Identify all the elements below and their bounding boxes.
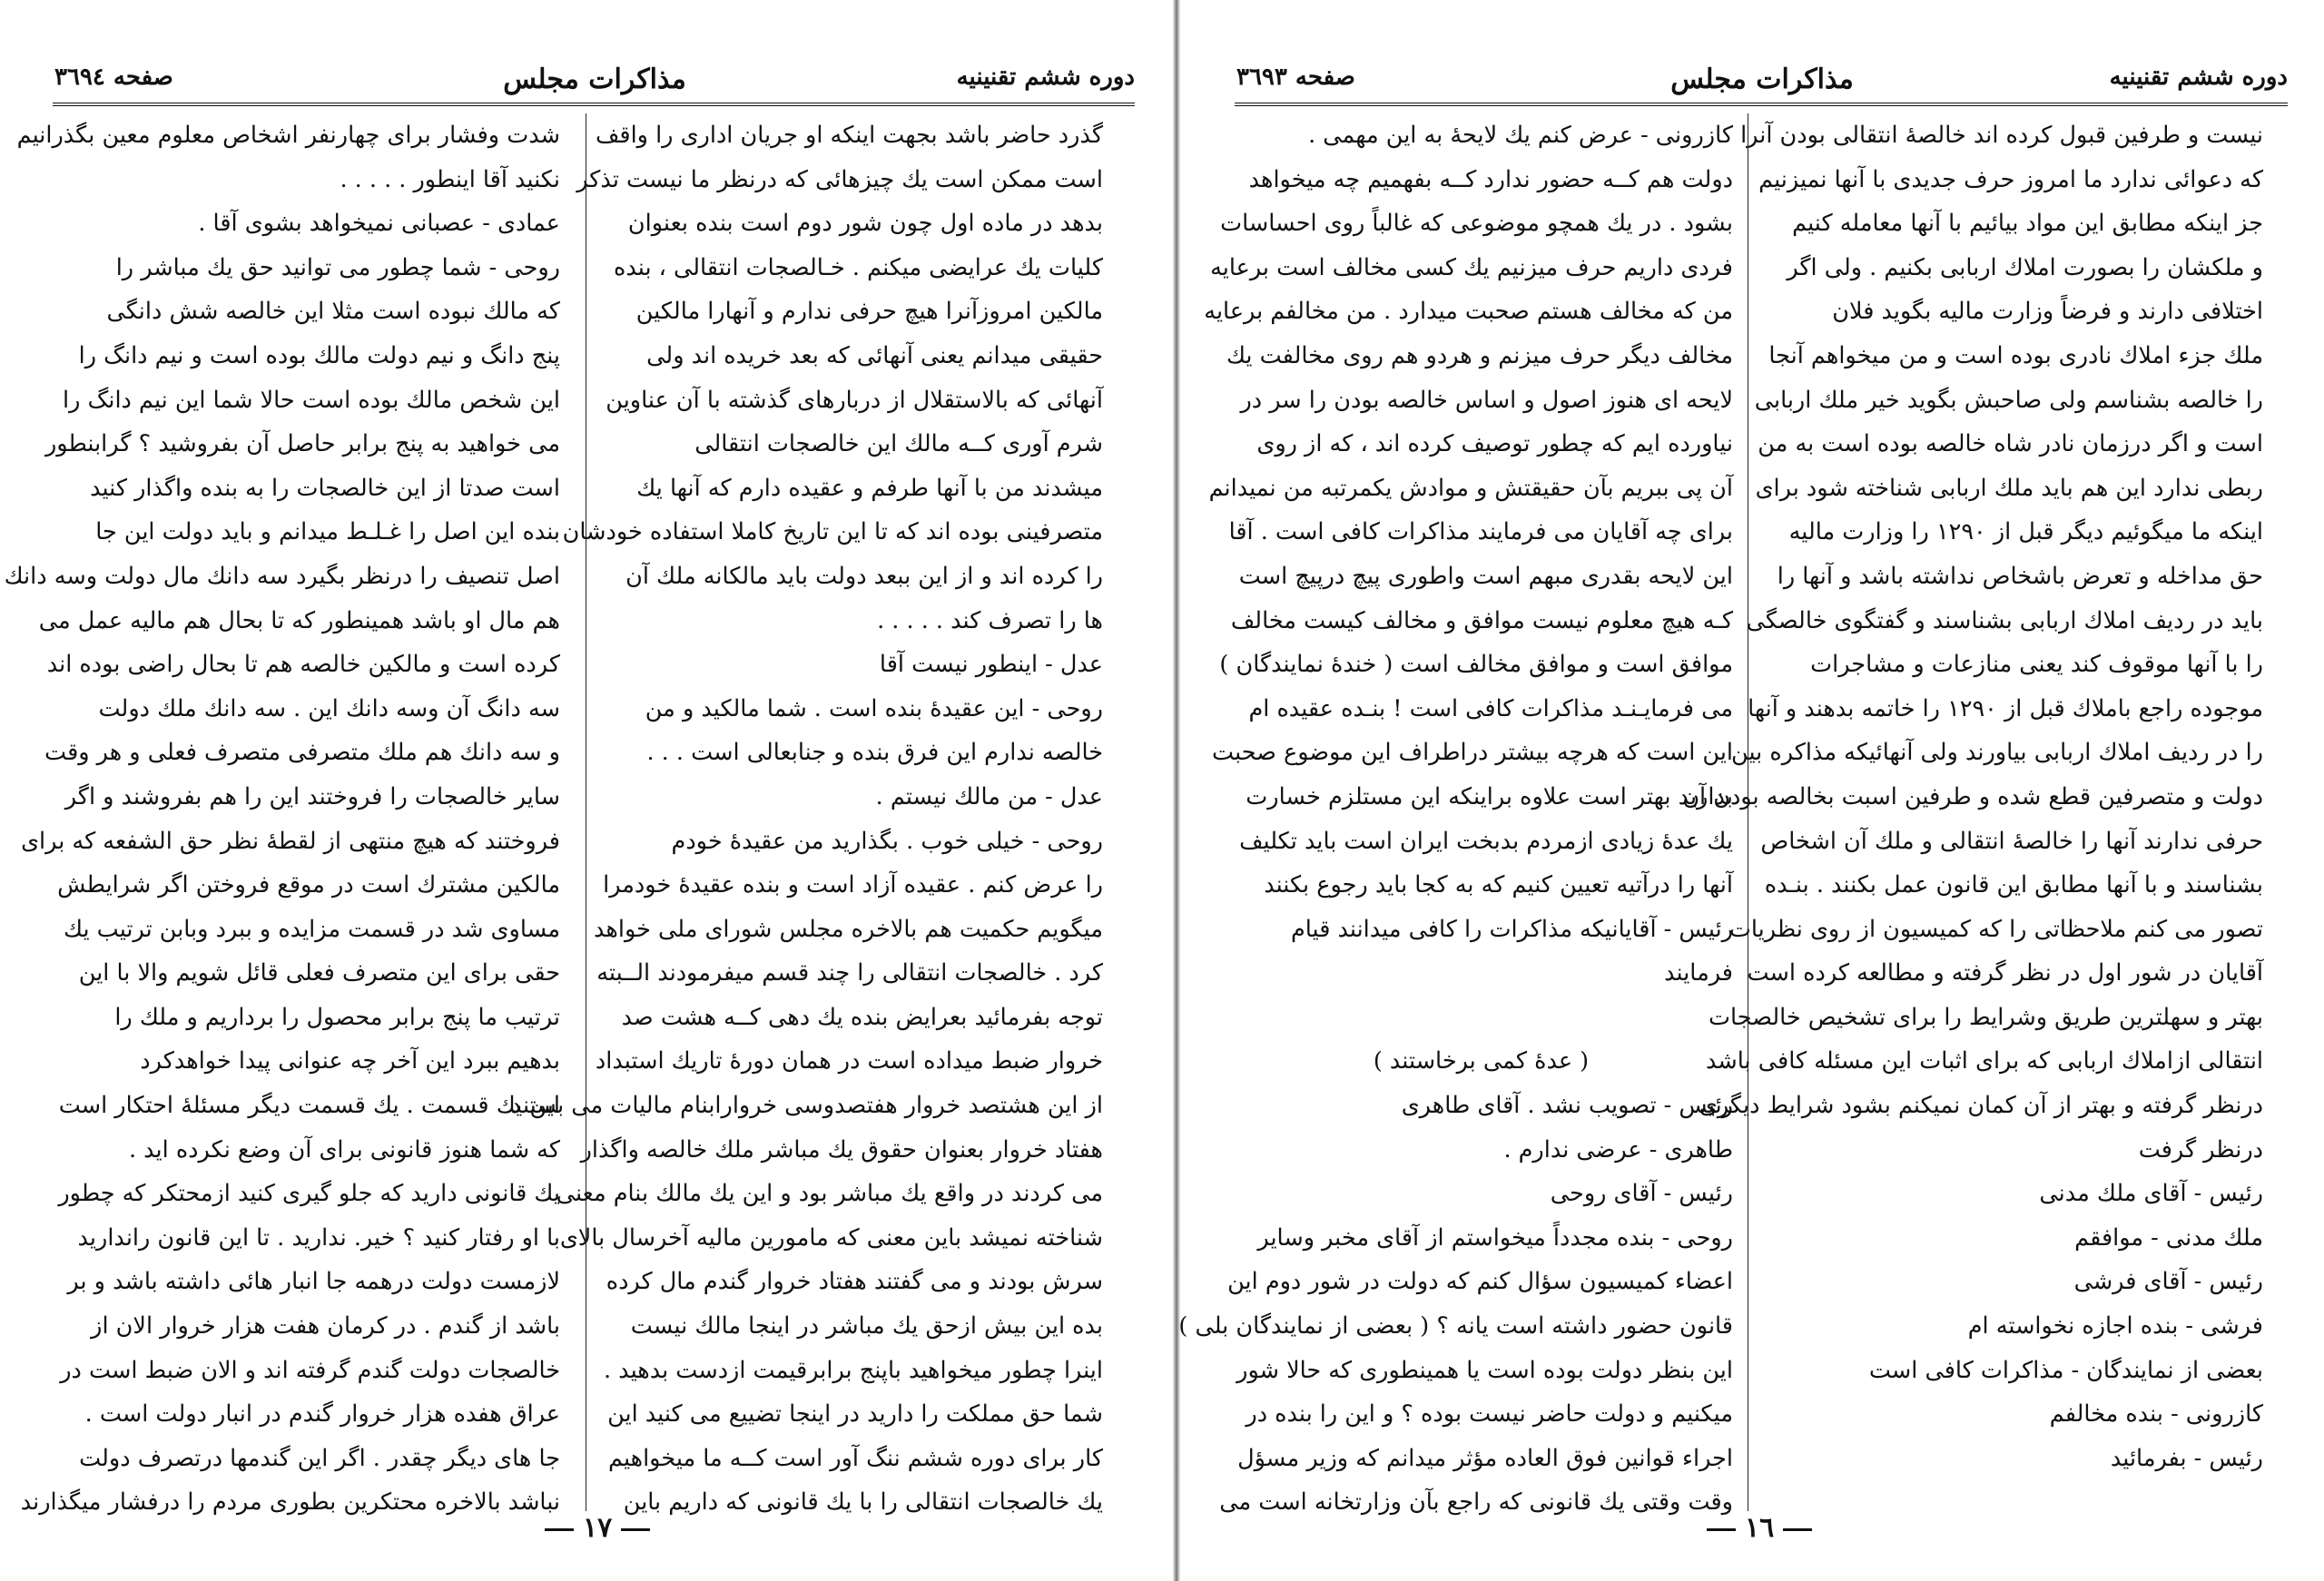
text-line: شرم آوری کــه مالك این خالصجات انتقالی xyxy=(694,430,1103,458)
header-rule xyxy=(53,103,1135,106)
right-page-header xyxy=(1236,64,2288,100)
text-line: آنهائی که بالاستقلال از دربارهای گذشته با آن عناوین xyxy=(606,386,1103,414)
header-rule xyxy=(1235,103,2288,106)
text-line: فروختند که هیچ منتهی از لقطهٔ نظر حق الشفعه که برای xyxy=(21,827,560,855)
text-line: روحی - خیلی خوب . بگذارید من عقیدهٔ خودم xyxy=(671,827,1103,855)
text-line: این شخص مالك بوده است حالا شما این نیم دانگ را xyxy=(63,386,560,414)
running-head: دوره ششم تقنينيه xyxy=(2109,64,2288,91)
text-line: ترتیب ما پنج برابر محصول را برداریم و ملك را xyxy=(114,1003,560,1031)
text-line: فرمایند xyxy=(1664,959,1733,987)
running-head: دوره ششم تقنينيه xyxy=(956,64,1135,91)
text-line: رئیس - آقایانیکه مذاکرات را کافی میدانند قیام xyxy=(1290,915,1733,943)
text-line: نیست و طرفین قبول کرده اند خالصهٔ انتقالی بودن آنرا xyxy=(1740,122,2263,149)
text-line: که شما هنوز قانونی برای آن وضع نکرده اید . xyxy=(128,1135,560,1164)
text-line: حقیقی میدانم یعنی آنهائی که بعد خریده اند ولی xyxy=(646,341,1103,369)
text-line: مالکین امروزآنرا هیچ حرفی ندارم و آنهارا مالکین xyxy=(635,298,1103,326)
page-title: مذاكرات مجلس xyxy=(1670,64,1854,95)
text-line: من که مخالف هستم صحبت میدارد . من مخالفم برعایه xyxy=(1204,298,1733,326)
page-number: ١٧ xyxy=(536,1512,659,1544)
text-line: فرشی - بنده اجازه نخواسته ام xyxy=(1967,1312,2263,1340)
page-label: صفحه ٣٦٩٤ xyxy=(54,64,173,91)
text-line: ( عدهٔ کمی برخاستند ) xyxy=(1373,1047,1590,1075)
text-line: فردی داریم حرف میزنیم یك کسی مخالف است برعایه xyxy=(1210,253,1733,281)
text-line: دولت هم کــه حضور ندارد کــه بفهمیم چه میخواهد xyxy=(1248,165,1733,193)
text-line: را خالصه بشناسم ولی صاحبش بگوید خیر ملك اربابی xyxy=(1754,386,2263,414)
text-line: را عرض کنم . عقیده آزاد است و بنده عقیدهٔ خودمرا xyxy=(603,871,1103,899)
text-line: بشناسند و با آنها مطابق این قانون عمل بکنند . بنـده xyxy=(1764,871,2263,899)
text-line: شناخته نمیشد باین معنی که مامورین مالیه آخرسال بالای xyxy=(559,1223,1103,1252)
text-line: اختلافی دارند و فرضاً وزارت مالیه بگوید فلان xyxy=(1832,298,2263,326)
text-line: را کرده اند و از این ببعد دولت باید مالکانه ملك آن xyxy=(625,562,1103,590)
text-line: کازرونی - عرض کنم یك لایحهٔ به این مهمی . xyxy=(1308,122,1733,149)
text-line: برای چه آقایان می فرمایند مذاکرات کافی است . آقا xyxy=(1228,518,1733,546)
left-page-header xyxy=(54,64,1135,100)
text-line: رئیس - آقای روحی xyxy=(1550,1180,1733,1208)
text-line: عمادی - عصبانی نمیخواهد بشوی آقا . xyxy=(198,210,560,238)
text-line: موجوده راجع باملاك قبل از ١٢٩٠ را خاتمه بدهند و آنها xyxy=(1748,694,2263,722)
text-line: خالصه ندارم این فرق بنده و جنابعالی است . . . xyxy=(646,739,1103,767)
text-line: که دعوائی ندارد ما امروز حرف جدیدی با آنها نمیزنیم xyxy=(1758,165,2263,193)
text-line: این است که هرچه بیشتر دراطراف این موضوع صحبت xyxy=(1212,739,1733,767)
text-line: خالصجات دولت گندم گرفته اند و الان ضبط است در xyxy=(60,1356,560,1384)
text-line: رئیس - تصویب نشد . آقای طاهری xyxy=(1401,1092,1733,1120)
text-line: این یك قسمت . یك قسمت دیگر مسئلهٔ احتکار است xyxy=(58,1092,560,1120)
text-line: بهتر و سهلترین طریق وشرایط را برای تشخیص خالصجات xyxy=(1709,1003,2263,1031)
text-line: یك عدهٔ زیادی ازمردم بدبخت ایران است باید تکلیف xyxy=(1239,827,1733,855)
text-line: با او رفتار کنید ؟ خیر. ندارید . تا این قانون راندارید xyxy=(77,1223,560,1252)
text-line: میکنیم و دولت حاضر نیست بوده ؟ و این را بنده در xyxy=(1246,1400,1733,1429)
text-line: مساوی شد در قسمت مزایده و ببرد وبابن ترتیب یك xyxy=(63,915,560,943)
text-line: تصور می کنم ملاحظاتی را که کمیسیون از روی نظریات xyxy=(1728,915,2263,943)
text-line: قانون حضور داشته است یانه ؟ ( بعضی از نمایندگان بلی ) xyxy=(1178,1312,1733,1340)
text-line: و ملکشان را بصورت املاك اربابی بکنیم . ولی اگر xyxy=(1787,253,2263,281)
text-line: نیاورده ایم که چطور توصیف کرده اند ، که از روی xyxy=(1256,430,1733,458)
text-line: جز اینکه مطابق این مواد بیائیم با آنها معامله کنیم xyxy=(1792,210,2263,238)
page-number: ١٦ xyxy=(1698,1512,1821,1544)
text-line: درنظر گرفته و بهتر از آن کمان نمیکنم بشود شرایط دیگری xyxy=(1699,1092,2263,1120)
right-page xyxy=(1178,0,2324,1581)
text-line: نباشد بالاخره محتکرین بطوری مردم را درفشار میگذارند xyxy=(20,1488,560,1517)
text-line: که مالك نبوده است مثلا این خالصه شش دانگی xyxy=(106,298,560,326)
text-line: درنظر گرفت xyxy=(2138,1135,2263,1164)
text-line: این لایحه بقدری مبهم است واطوری پیچ درپیچ است xyxy=(1238,562,1733,590)
text-line: سرش بودند و می گفتند هفتاد خروار گندم مال کرده xyxy=(606,1268,1103,1296)
text-line: رئیس - آقای ملك مدنی xyxy=(2039,1180,2263,1208)
text-line: آقایان در شور اول در نظر گرفته و مطالعه کرده است xyxy=(1747,959,2263,987)
text-line: متصرفینی بوده اند که تا این تاریخ کاملا استفاده خودشان xyxy=(562,518,1103,546)
text-line: می خواهید به پنج برابر حاصل آن بفروشید ؟ گرابنطور xyxy=(44,430,560,458)
text-line: رئیس - بفرمائید xyxy=(2110,1444,2263,1472)
text-line: کازرونی - بنده مخالفم xyxy=(2049,1400,2263,1429)
text-line: آن پی ببریم بآن حقیقتش و موادش یکمرتبه من نمیدانم xyxy=(1208,474,1733,502)
text-line: آنها را درآتیه تعیین کنیم که به کجا باید رجوع بکنند xyxy=(1264,871,1733,899)
text-line: میگویم حکمیت هم بالاخره مجلس شورای ملی خواهد xyxy=(594,915,1103,943)
text-line: اعضاء کمیسیون سؤال کنم که دولت در شور دوم این xyxy=(1227,1268,1733,1296)
text-line: ملك جزء املاك نادری بوده است و من میخواهم آنجا xyxy=(1768,341,2263,369)
text-line xyxy=(1229,996,1733,1040)
left-page-right-column xyxy=(510,113,1103,1525)
text-line: بدارید بهتر است علاوه براینکه این مستلزم خسارت xyxy=(1246,782,1733,810)
text-line: کار برای دوره ششم ننگ آور است کــه ما میخواهیم xyxy=(607,1444,1103,1472)
text-line: هم مال او باشد همینطور که تا بحال هم مالیه عمل می xyxy=(38,606,560,634)
text-line: سایر خالصجات را فروختند این را هم بفروشند و اگر xyxy=(64,782,560,810)
text-line: مالکین مشترك است در موقع فروختن اگر شرایطش xyxy=(57,871,560,899)
text-line: می کردند در واقع یك مباشر بود و این یك مالك بنام معنی xyxy=(556,1180,1103,1208)
text-line: مخالف دیگر حرف میزنم و هردو هم روی مخالفت یك xyxy=(1226,341,1733,369)
text-line: خروار ضبط میداده است در همان دورهٔ تاریك استبداد xyxy=(595,1047,1103,1075)
text-line: لایحه ای هنوز اصول و اساس خالصه بودن را سر در xyxy=(1240,386,1733,414)
text-line: است و اگر درزمان نادر شاه خالصه بوده است به من xyxy=(1758,430,2263,458)
text-line: جا های دیگر چقدر . اگر این گندمها درتصرف دولت xyxy=(79,1444,560,1472)
text-line: اصل تنصیف را درنظر بگیرد سه دانك مال دولت وسه دانك xyxy=(4,562,560,590)
text-line: لازمست دولت درهمه جا انبار هائی داشته باشد و بر xyxy=(67,1268,560,1296)
text-line: گذرد حاضر باشد بجهت اینکه او جریان اداری را واقف xyxy=(595,122,1103,149)
text-line: بشود . در یك همچو موضوعی که غالباً روی احساسات xyxy=(1220,210,1733,238)
text-line: می فرمایـنـد مذاکرات کافی است ! بنـده عقیده ام xyxy=(1248,694,1733,722)
text-line: بعضی از نمایندگان - مذاکرات کافی است xyxy=(1868,1356,2263,1384)
text-line: ربطی ندارد این هم باید ملك اربابی شناخته شود برای xyxy=(1755,474,2263,502)
text-line: طاهری - عرضی ندارم . xyxy=(1503,1135,1733,1164)
text-line: یك قانونی دارید که جلو گیری کنید ازمحتکر که چطور xyxy=(58,1180,560,1208)
text-line: عدل - اینطور نیست آقا xyxy=(879,651,1103,679)
text-line: است صدتا از این خالصجات را به بنده واگذار کنید xyxy=(90,474,560,502)
text-line: عدل - من مالك نیستم . xyxy=(875,782,1103,810)
text-line: یك خالصجات انتقالی را با یك قانونی که داریم باین xyxy=(623,1488,1103,1517)
text-line: کرده است و مالکین خالصه هم تا بحال راضی بوده اند xyxy=(46,651,560,679)
text-line: حقی برای این متصرف فعلی قائل شویم والا با این xyxy=(78,959,560,987)
text-line: میشدند من با آنها طرفم و عقیده دارم که آنها یك xyxy=(636,474,1103,502)
text-line: توجه بفرمائید بعرایض بنده یك دهی کــه هشت صد xyxy=(621,1003,1103,1031)
text-line: ها را تصرف کند . . . . . xyxy=(877,606,1103,634)
text-line: دولت و متصرفین قطع شده و طرفین اسبت بخالصه بودن آن xyxy=(1682,782,2263,810)
text-line: کـه هیچ معلوم نیست موافق و مخالف کیست مخالف xyxy=(1230,606,1733,634)
text-line: کلیات یك عرایضی میکنم . خـالصجات انتقالی ، بنده xyxy=(614,253,1103,281)
text-line: وقت وقتی یك قانونی که راجع بآن وزارتخانه است می xyxy=(1219,1488,1733,1517)
text-line: حرفی ندارند آنها را خالصهٔ انتقالی و ملك آن اشخاص xyxy=(1760,827,2263,855)
text-line: است ممکن است یك چیزهائی که درنظر ما نیست تذکر xyxy=(576,165,1103,193)
left-page-left-column xyxy=(4,113,560,1525)
text-line: این بنظر دولت بوده است یا همینطوری که حالا شور xyxy=(1236,1356,1733,1384)
text-line: شما حق مملکت را دارید در اینجا تضییع می کنید این xyxy=(607,1400,1103,1429)
text-line: روحی - شما چطور می توانید حق یك مباشر را xyxy=(115,253,560,281)
text-line: و سه دانك هم ملك متصرفی متصرف فعلی و هر وقت xyxy=(44,739,560,767)
page-label: صفحه ٣٦٩٣ xyxy=(1236,64,1355,91)
text-line: شدت وفشار برای چهارنفر اشخاص معلوم معین بگذرانیم xyxy=(16,122,560,149)
text-line: باشد از گندم . در کرمان هفت هزار خروار الان از xyxy=(91,1312,560,1340)
text-line: رئیس - آقای فرشی xyxy=(2073,1268,2263,1296)
text-line: اینرا چطور میخواهید باپنج برابرقیمت ازدست بدهید . xyxy=(603,1356,1103,1384)
text-line: از این هشتصد خروار هفتصدوسی خروارابنام مالیات می بستند xyxy=(510,1092,1103,1120)
text-line: را در ردیف املاك اربابی بیاورند ولی آنهائیکه مذاکره بین xyxy=(1731,739,2263,767)
text-line: باید در ردیف املاك اربابی بشناسند و گفتگوی خالصگی xyxy=(1746,606,2263,634)
text-line: پنج دانگ و نیم دولت مالك بوده است و نیم دانگ را xyxy=(78,341,560,369)
text-line: بده این بیش ازحق یك مباشر در اینجا مالك نیست xyxy=(630,1312,1103,1340)
right-page-left-column xyxy=(1178,113,1733,1525)
text-line: سه دانگ آن وسه دانك این . سه دانك ملك دولت xyxy=(98,694,560,722)
text-line: انتقالی ازاملاك اربابی که برای اثبات این مسئله کافی باشد xyxy=(1706,1047,2263,1075)
text-line: اینکه ما میگوئیم دیگر قبل از ١٢٩٠ را وزارت مالیه xyxy=(1788,518,2263,546)
text-line: روحی - بنده مجدداً میخواستم از آقای مخبر وسایر xyxy=(1257,1223,1733,1252)
text-line: روحی - این عقیدهٔ بنده است . شما مالکید و من xyxy=(645,694,1103,722)
text-line: ملك مدنی - موافقم xyxy=(2074,1223,2263,1252)
text-line: بدهیم ببرد این آخر چه عنوانی پیدا خواهدکرد xyxy=(140,1047,560,1075)
text-line: موافق است و موافق مخالف است ( خندهٔ نمایندگان ) xyxy=(1219,651,1733,679)
text-line: عراق هفده هزار خروار گندم در انبار دولت است . xyxy=(84,1400,560,1429)
text-line: بدهد در ماده اول چون شور دوم است بنده بعنوان xyxy=(627,210,1103,238)
text-line: بنده این اصل را غـلـط میدانم و باید دولت این جا xyxy=(95,518,560,546)
text-line: نکنید آقا اینطور . . . . . xyxy=(340,165,560,193)
text-line: را با آنها موقوف کند یعنی منازعات و مشاجرات xyxy=(1810,651,2263,679)
text-line: حق مداخله و تعرض باشخاص نداشته باشد و آنها را xyxy=(1777,562,2263,590)
text-line: کرد . خالصجات انتقالی را چند قسم میفرمودند الــبته xyxy=(596,959,1103,987)
text-line: هفتاد خروار بعنوان حقوق یك مباشر ملك خالصه واگذار xyxy=(580,1135,1103,1164)
page-title: مذاكرات مجلس xyxy=(503,64,686,95)
text-line: اجراء قوانین فوق العاده مؤثر میدانم که وزیر مسؤل xyxy=(1237,1444,1733,1472)
